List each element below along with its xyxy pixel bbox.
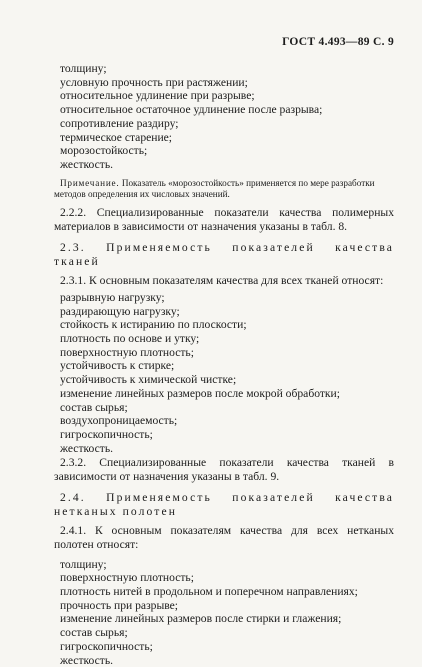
list-item: состав сырья; <box>60 626 128 640</box>
list-item: поверхностную плотность; <box>60 571 194 585</box>
section-heading-2-4: 2.4. Применяемость показателей качества нетканых полотен <box>54 490 394 518</box>
list-item: устойчивость к стирке; <box>60 359 175 373</box>
list-item: жесткость. <box>60 653 114 667</box>
list-item: гигроскопичность; <box>60 427 153 441</box>
note <box>54 178 394 201</box>
list-properties-fabrics <box>54 291 394 455</box>
note-label: Примечание. <box>60 177 120 188</box>
list-item: раздирающую нагрузку; <box>60 304 180 318</box>
list-item: гигроскопичность; <box>60 639 153 653</box>
list-item: термическое старение; <box>60 130 173 144</box>
list-properties-polymers <box>54 62 394 172</box>
list-item: сопротивление раздиру; <box>60 116 179 130</box>
list-item: стойкость к истиранию по плоскости; <box>60 318 247 332</box>
list-item: толщину; <box>60 62 107 75</box>
list-item: морозостойкость; <box>60 144 148 158</box>
list-item: толщину; <box>60 557 107 571</box>
note-text: Показатель «морозостойкость» применяется по мере разработки методов определения их числовых значений. <box>54 177 375 200</box>
list-item: относительное остаточное удлинение после разрыва; <box>60 103 323 117</box>
list-item: изменение линейных размеров после стирки и глажения; <box>60 612 342 626</box>
list-item: воздухопроницаемость; <box>60 414 178 428</box>
list-item: состав сырья; <box>60 400 128 414</box>
list-item: изменение линейных размеров после мокрой обработки; <box>60 386 340 400</box>
list-item: жесткость. <box>60 157 114 171</box>
section-heading-2-3: 2.3. Применяемость показателей качества тканей <box>54 240 394 268</box>
paragraph-2-2-2: 2.2.2. Специализированные показатели качества полимерных материалов в зависимости от назначения указаны в табл. 8. <box>54 206 394 234</box>
list-item: устойчивость к химической чистке; <box>60 373 237 387</box>
list-item: условную прочность при растяжении; <box>60 75 248 89</box>
paragraph-2-3-1: 2.3.1. К основным показателям качества для всех тканей относят: <box>60 274 384 288</box>
list-item: плотность по основе и утку; <box>60 332 200 346</box>
list-item: прочность при разрыве; <box>60 598 179 612</box>
page-header: ГОСТ 4.493—89 С. 9 <box>282 36 394 48</box>
list-item: относительное удлинение при разрыве; <box>60 89 255 103</box>
list-item: жесткость. <box>60 441 114 455</box>
list-properties-nonwovens <box>54 558 394 667</box>
list-item: разрывную нагрузку; <box>60 290 165 304</box>
paragraph-2-3-2: 2.3.2. Специализированные показатели качества тканей в зависимости от назначения указаны в табл. 9. <box>54 456 394 484</box>
list-item: плотность нитей в продольном и поперечном направлениях; <box>60 585 358 599</box>
list-item: поверхностную плотность; <box>60 345 194 359</box>
page-content <box>54 62 394 667</box>
paragraph-2-4-1: 2.4.1. К основным показателям качества для всех нетканых полотен относят: <box>54 524 394 551</box>
